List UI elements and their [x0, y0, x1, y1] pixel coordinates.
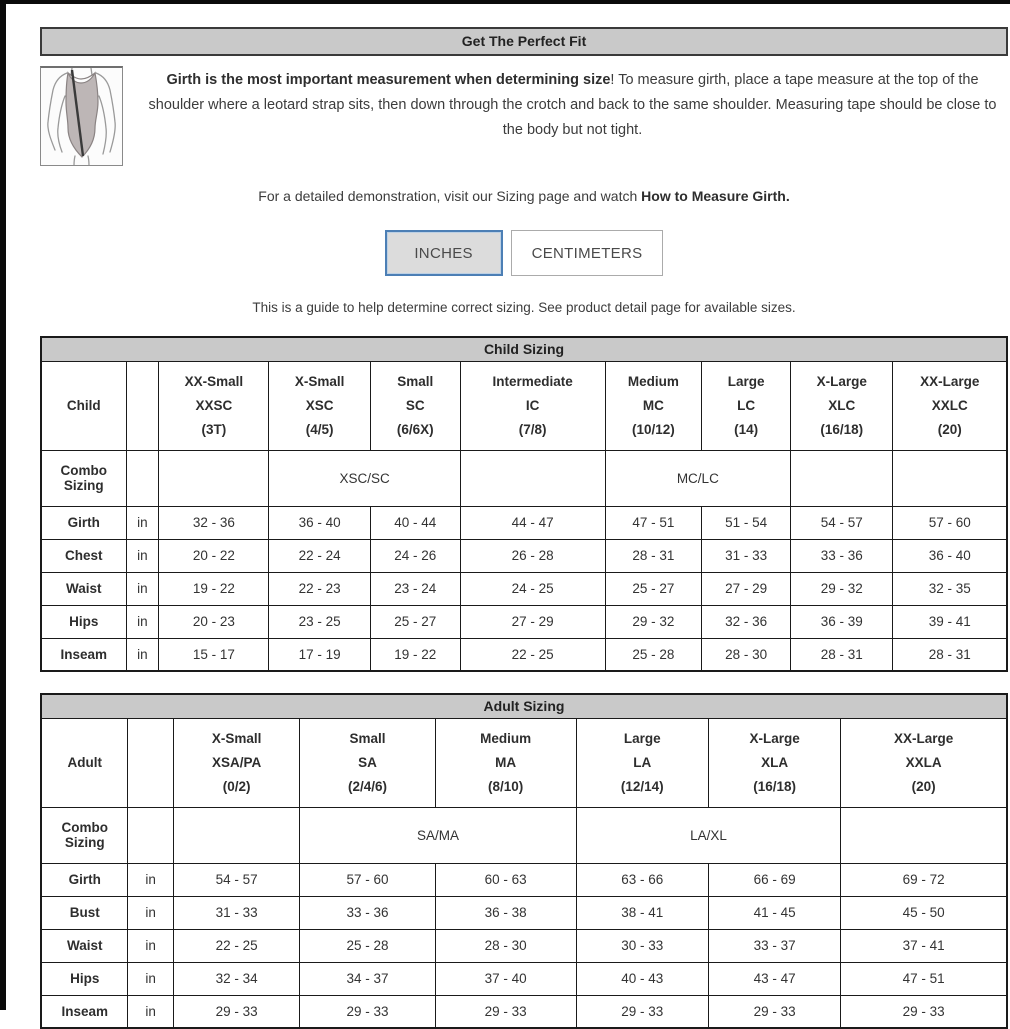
- leotard-figure-icon: [41, 68, 122, 166]
- combo-cell: [791, 450, 893, 506]
- measurement-row-label: Hips: [41, 605, 126, 638]
- combo-cell: [460, 450, 605, 506]
- size-column-header: [370, 361, 460, 450]
- size-column-name: XX-Large: [920, 373, 980, 389]
- measurement-value-cell: 63 - 66: [576, 863, 708, 896]
- table-title: Child Sizing: [41, 337, 1007, 361]
- table-row: [41, 896, 1007, 929]
- measurement-value-cell: 36 - 40: [893, 539, 1007, 572]
- size-column-code: XSC: [305, 397, 334, 413]
- inches-button[interactable]: INCHES: [385, 230, 503, 276]
- size-column-code: LC: [737, 397, 756, 413]
- measurement-value-cell: 15 - 17: [159, 638, 269, 671]
- size-column-header: [576, 718, 708, 807]
- measurement-value-cell: 66 - 69: [708, 863, 840, 896]
- size-column-code: IC: [525, 397, 540, 413]
- size-column-header: [460, 361, 605, 450]
- unit-column-header: [128, 718, 173, 807]
- measurement-value-cell: 22 - 25: [173, 929, 300, 962]
- demo-instruction: [40, 188, 1008, 204]
- size-column-header: [435, 718, 576, 807]
- combo-sizing-row: [41, 450, 1007, 506]
- size-column-size: (2/4/6): [347, 778, 387, 794]
- size-column-code: SA: [358, 754, 377, 770]
- size-column-header: [300, 718, 435, 807]
- size-column-name: X-Large: [816, 373, 867, 389]
- girth-description-bold: Girth is the most important measurement when determining size: [166, 72, 611, 88]
- measurement-value-cell: 24 - 26: [370, 539, 460, 572]
- size-column-size: (10/12): [632, 421, 675, 437]
- size-column-code: XSA/PA: [211, 754, 262, 770]
- measurement-value-cell: 57 - 60: [300, 863, 435, 896]
- centimeters-button[interactable]: CENTIMETERS: [511, 230, 664, 276]
- combo-cell: SA/MA: [300, 807, 576, 863]
- measurement-value-cell: 51 - 54: [702, 506, 791, 539]
- size-column-code: SC: [405, 397, 425, 413]
- size-column-header: [269, 361, 370, 450]
- measurement-value-cell: 29 - 33: [173, 995, 300, 1028]
- measurement-value-cell: 32 - 36: [159, 506, 269, 539]
- unit-cell: in: [126, 539, 159, 572]
- unit-cell: in: [126, 605, 159, 638]
- table-row: [41, 962, 1007, 995]
- girth-description: [137, 68, 1008, 166]
- measurement-value-cell: 32 - 36: [702, 605, 791, 638]
- size-column-size: (4/5): [305, 421, 334, 437]
- size-column-name: Small: [397, 373, 434, 389]
- measurement-value-cell: 32 - 35: [893, 572, 1007, 605]
- size-column-header: [893, 361, 1007, 450]
- measurement-value-cell: 19 - 22: [370, 638, 460, 671]
- measurement-value-cell: 36 - 40: [269, 506, 370, 539]
- measurement-value-cell: 20 - 22: [159, 539, 269, 572]
- size-column-header: [605, 361, 702, 450]
- table-title: Adult Sizing: [41, 694, 1007, 718]
- size-column-size: (16/18): [820, 421, 864, 437]
- size-column-name: Intermediate: [492, 373, 573, 389]
- size-column-name: XX-Large: [894, 730, 954, 746]
- measurement-value-cell: 32 - 34: [173, 962, 300, 995]
- combo-cell: XSC/SC: [269, 450, 460, 506]
- table-row: [41, 506, 1007, 539]
- combo-cell: [893, 450, 1007, 506]
- measurement-value-cell: 40 - 44: [370, 506, 460, 539]
- measurement-value-cell: 24 - 25: [460, 572, 605, 605]
- guide-note: This is a guide to help determine correct sizing. See product detail page for available sizes.: [252, 300, 796, 315]
- unit-cell: in: [128, 962, 173, 995]
- measurement-value-cell: 33 - 36: [791, 539, 893, 572]
- measurement-value-cell: 57 - 60: [893, 506, 1007, 539]
- size-column-header: [841, 718, 1007, 807]
- table-row: [41, 995, 1007, 1028]
- measurement-value-cell: 44 - 47: [460, 506, 605, 539]
- girth-measurement-illustration: [40, 66, 123, 166]
- left-border-bar: [0, 0, 6, 1010]
- size-column-header: [173, 718, 300, 807]
- size-column-code: MA: [495, 754, 517, 770]
- unit-cell: in: [128, 995, 173, 1028]
- measurement-value-cell: 25 - 28: [300, 929, 435, 962]
- size-column-size: (6/6X): [396, 421, 434, 437]
- measurement-value-cell: 28 - 31: [791, 638, 893, 671]
- combo-row-label: Combo Sizing: [41, 450, 126, 506]
- measurement-value-cell: 28 - 30: [702, 638, 791, 671]
- size-column-size: (14): [734, 421, 759, 437]
- combo-row-label: Combo Sizing: [41, 807, 128, 863]
- measurement-value-cell: 33 - 36: [300, 896, 435, 929]
- measurement-value-cell: 40 - 43: [576, 962, 708, 995]
- measurement-value-cell: 23 - 24: [370, 572, 460, 605]
- size-column-name: Medium: [480, 730, 532, 746]
- size-column-size: (12/14): [620, 778, 664, 794]
- size-column-name: Large: [623, 730, 661, 746]
- unit-cell: in: [128, 929, 173, 962]
- combo-cell: [173, 807, 300, 863]
- size-column-size: (3T): [201, 421, 227, 437]
- combo-sizing-row: [41, 807, 1007, 863]
- size-column-header: [791, 361, 893, 450]
- measurement-value-cell: 41 - 45: [708, 896, 840, 929]
- size-column-size: (20): [937, 421, 962, 437]
- measurement-row-label: Bust: [41, 896, 128, 929]
- child-sizing-table: [40, 336, 1008, 672]
- measurement-value-cell: 34 - 37: [300, 962, 435, 995]
- measurement-value-cell: 25 - 27: [370, 605, 460, 638]
- measurement-value-cell: 31 - 33: [173, 896, 300, 929]
- size-column-name: Large: [727, 373, 765, 389]
- measurement-value-cell: 54 - 57: [791, 506, 893, 539]
- combo-cell: [159, 450, 269, 506]
- size-column-code: XLC: [828, 397, 856, 413]
- unit-cell: in: [126, 572, 159, 605]
- unit-cell: in: [126, 638, 159, 671]
- measurement-value-cell: 33 - 37: [708, 929, 840, 962]
- measurement-value-cell: 23 - 25: [269, 605, 370, 638]
- measurement-value-cell: 45 - 50: [841, 896, 1007, 929]
- table-row: [41, 572, 1007, 605]
- size-column-size: (0/2): [222, 778, 251, 794]
- measurement-value-cell: 29 - 33: [708, 995, 840, 1028]
- measurement-value-cell: 17 - 19: [269, 638, 370, 671]
- table-row-header: Child: [41, 361, 126, 450]
- measurement-row-label: Chest: [41, 539, 126, 572]
- measurement-value-cell: 28 - 30: [435, 929, 576, 962]
- measurement-value-cell: 28 - 31: [893, 638, 1007, 671]
- measurement-value-cell: 22 - 25: [460, 638, 605, 671]
- measurement-row-label: Inseam: [41, 995, 128, 1028]
- measurement-value-cell: 29 - 33: [576, 995, 708, 1028]
- size-column-header: [159, 361, 269, 450]
- measurement-row-label: Girth: [41, 863, 128, 896]
- measurement-value-cell: 36 - 38: [435, 896, 576, 929]
- size-column-size: (7/8): [518, 421, 547, 437]
- measurement-value-cell: 25 - 28: [605, 638, 702, 671]
- unit-column-header: [126, 361, 159, 450]
- size-column-code: XLA: [761, 754, 789, 770]
- size-column-code: MC: [642, 397, 664, 413]
- measurement-value-cell: 26 - 28: [460, 539, 605, 572]
- table-row: [41, 605, 1007, 638]
- girth-description-rest: ! To measure girth, place a tape measure at the top of the shoulder where a leotard strap sits, then down through the crotch and back to the same shoulder. Measuring tape should be close to the body but not tight.: [148, 72, 997, 138]
- measurement-row-label: Girth: [41, 506, 126, 539]
- measurement-value-cell: 30 - 33: [576, 929, 708, 962]
- measurement-row-label: Waist: [41, 929, 128, 962]
- size-column-name: X-Small: [294, 373, 345, 389]
- table-row-header: Adult: [41, 718, 128, 807]
- measurement-value-cell: 29 - 32: [791, 572, 893, 605]
- measurement-value-cell: 20 - 23: [159, 605, 269, 638]
- size-column-header: [708, 718, 840, 807]
- combo-cell: LA/XL: [576, 807, 841, 863]
- sizing-guide-page: [40, 0, 1008, 1029]
- measurement-value-cell: 54 - 57: [173, 863, 300, 896]
- size-column-size: (8/10): [487, 778, 524, 794]
- size-column-code: XXSC: [195, 397, 233, 413]
- measurement-value-cell: 29 - 33: [841, 995, 1007, 1028]
- size-column-code: XXLC: [931, 397, 968, 413]
- measurement-value-cell: 29 - 33: [435, 995, 576, 1028]
- measurement-value-cell: 27 - 29: [460, 605, 605, 638]
- measurement-value-cell: 22 - 24: [269, 539, 370, 572]
- demo-instruction-bold: How to Measure Girth.: [641, 188, 790, 204]
- table-row: [41, 929, 1007, 962]
- unit-cell: in: [128, 863, 173, 896]
- demo-instruction-text: For a detailed demonstration, visit our Sizing page and watch: [258, 188, 642, 204]
- size-column-code: XXLA: [905, 754, 942, 770]
- size-column-name: X-Large: [749, 730, 800, 746]
- combo-cell: [841, 807, 1007, 863]
- measurement-value-cell: 22 - 23: [269, 572, 370, 605]
- size-column-size: (16/18): [753, 778, 796, 794]
- measurement-value-cell: 60 - 63: [435, 863, 576, 896]
- measurement-value-cell: 28 - 31: [605, 539, 702, 572]
- measurement-value-cell: 19 - 22: [159, 572, 269, 605]
- measurement-value-cell: 38 - 41: [576, 896, 708, 929]
- combo-unit-cell: [126, 450, 159, 506]
- adult-sizing-table: [40, 693, 1008, 1029]
- measurement-row-label: Waist: [41, 572, 126, 605]
- measurement-value-cell: 25 - 27: [605, 572, 702, 605]
- size-column-size: (20): [911, 778, 936, 794]
- table-row: [41, 539, 1007, 572]
- measurement-value-cell: 37 - 41: [841, 929, 1007, 962]
- unit-toggle-group: [40, 230, 1008, 276]
- size-column-name: X-Small: [211, 730, 262, 746]
- table-row: [41, 638, 1007, 671]
- measurement-value-cell: 36 - 39: [791, 605, 893, 638]
- size-column-name: Small: [349, 730, 386, 746]
- measurement-value-cell: 29 - 32: [605, 605, 702, 638]
- intro-section: [40, 66, 1008, 166]
- size-column-header: [702, 361, 791, 450]
- measurement-value-cell: 37 - 40: [435, 962, 576, 995]
- size-column-name: Medium: [627, 373, 679, 389]
- measurement-value-cell: 29 - 33: [300, 995, 435, 1028]
- measurement-value-cell: 43 - 47: [708, 962, 840, 995]
- measurement-value-cell: 69 - 72: [841, 863, 1007, 896]
- page-title: Get The Perfect Fit: [40, 27, 1008, 56]
- size-column-name: XX-Small: [184, 373, 244, 389]
- measurement-value-cell: 31 - 33: [702, 539, 791, 572]
- size-column-code: LA: [633, 754, 652, 770]
- combo-cell: MC/LC: [605, 450, 790, 506]
- measurement-row-label: Inseam: [41, 638, 126, 671]
- unit-cell: in: [126, 506, 159, 539]
- measurement-row-label: Hips: [41, 962, 128, 995]
- measurement-value-cell: 39 - 41: [893, 605, 1007, 638]
- combo-unit-cell: [128, 807, 173, 863]
- unit-cell: in: [128, 896, 173, 929]
- measurement-value-cell: 47 - 51: [605, 506, 702, 539]
- measurement-value-cell: 47 - 51: [841, 962, 1007, 995]
- table-row: [41, 863, 1007, 896]
- measurement-value-cell: 27 - 29: [702, 572, 791, 605]
